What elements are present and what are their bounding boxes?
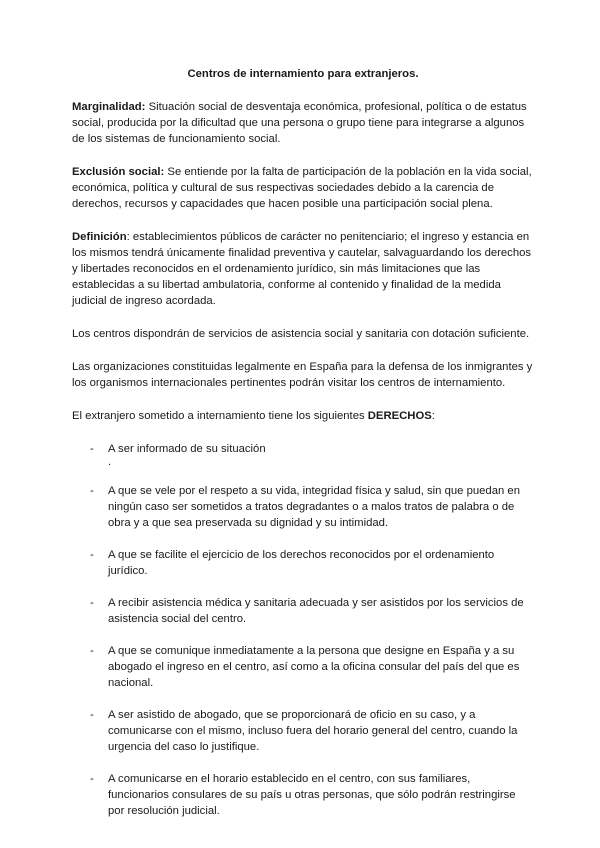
bullet-dash: -: [90, 443, 94, 455]
list-item: [72, 707, 534, 755]
right-text: A que se facilite el ejercicio de los derechos reconocidos por el ordenamiento jurídico.: [108, 549, 495, 577]
definition-term: Exclusión social:: [72, 166, 165, 178]
definition-definicion: [72, 229, 534, 309]
right-text: A recibir asistencia médica y sanitaria adecuada y ser asistidos por los servicios de asistencia social del centro.: [108, 597, 524, 625]
right-text: A ser informado de su situación: [108, 443, 266, 455]
rights-list: [72, 441, 534, 819]
list-item: [72, 483, 534, 531]
right-text: A ser asistido de abogado, que se proporcionará de oficio en su caso, y a comunicarse con el mismo, incluso fuera del horario general del centro, cuando la urgencia del caso lo justifique.: [108, 709, 518, 753]
list-item: [72, 643, 534, 691]
list-item: [72, 595, 534, 627]
paragraph-servicios: Los centros dispondrán de servicios de asistencia social y sanitaria con dotación suficiente.: [72, 328, 530, 340]
definition-text: : establecimientos públicos de carácter no penitenciario; el ingreso y estancia en los mismos tendrá únicamente finalidad preventiva y cautelar, salvaguardando los derechos y libertades reconocidos en el ordenamiento jurídico, sin más limitaciones que las establecidas a su libertad ambulatoria, conforme al contenido y finalidad de la medida judicial de ingreso acordada.: [72, 231, 532, 307]
bullet-dash: -: [90, 549, 94, 561]
definition-term: Definición: [72, 231, 127, 243]
list-item: [72, 771, 534, 819]
paragraph-organizaciones: Las organizaciones constituidas legalmente en España para la defensa de los inmigrantes y los organismos internacionales pertinentes podrán visitar los centros de internamiento.: [72, 361, 533, 389]
bullet-dash: -: [90, 773, 94, 785]
right-text: A que se comunique inmediatamente a la persona que designe en España y a su abogado el ingreso en el centro, así como a la oficina consular del país del que es nacional.: [108, 645, 520, 689]
definition-exclusion-social: [72, 164, 534, 212]
right-trailing-mark: .: [108, 456, 112, 468]
bullet-dash: -: [90, 709, 94, 721]
document-page: [72, 66, 534, 835]
bullet-dash: -: [90, 597, 94, 609]
bullet-dash: -: [90, 645, 94, 657]
right-text: A que se vele por el respeto a su vida, integridad física y salud, sin que puedan en ningún caso ser sometidos a tratos degradantes o a malos tratos de palabra o de obra y a que sea preservada su dignidad y su intimidad.: [108, 485, 520, 529]
definition-marginalidad: [72, 99, 534, 147]
definition-text: Situación social de desventaja económica, profesional, política o de estatus social, producida por la dificultad que una persona o grupo tiene para integrarse a algunos de los sistemas de funcionamiento social.: [72, 101, 527, 145]
definition-text: Se entiende por la falta de participación de la población en la vida social, económica, política y cultural de sus respectivas sociedades debido a la carencia de derechos, recursos y capacidades que hacen posible una participación social plena.: [72, 166, 532, 210]
right-text: A comunicarse en el horario establecido en el centro, con sus familiares, funcionarios consulares de su país u otras personas, que sólo podrán restringirse por resolución judicial.: [108, 773, 516, 817]
list-item: [72, 547, 534, 579]
definition-term: Marginalidad:: [72, 101, 146, 113]
rights-intro-suffix: :: [431, 410, 435, 422]
document-title: Centros de internamiento para extranjeros.: [187, 68, 419, 80]
list-item: [72, 441, 534, 467]
rights-intro: [72, 408, 534, 424]
rights-intro-prefix: El extranjero sometido a internamiento tiene los siguientes: [72, 410, 368, 422]
rights-intro-emphasis: DERECHOS: [367, 410, 432, 422]
bullet-dash: -: [90, 485, 94, 497]
